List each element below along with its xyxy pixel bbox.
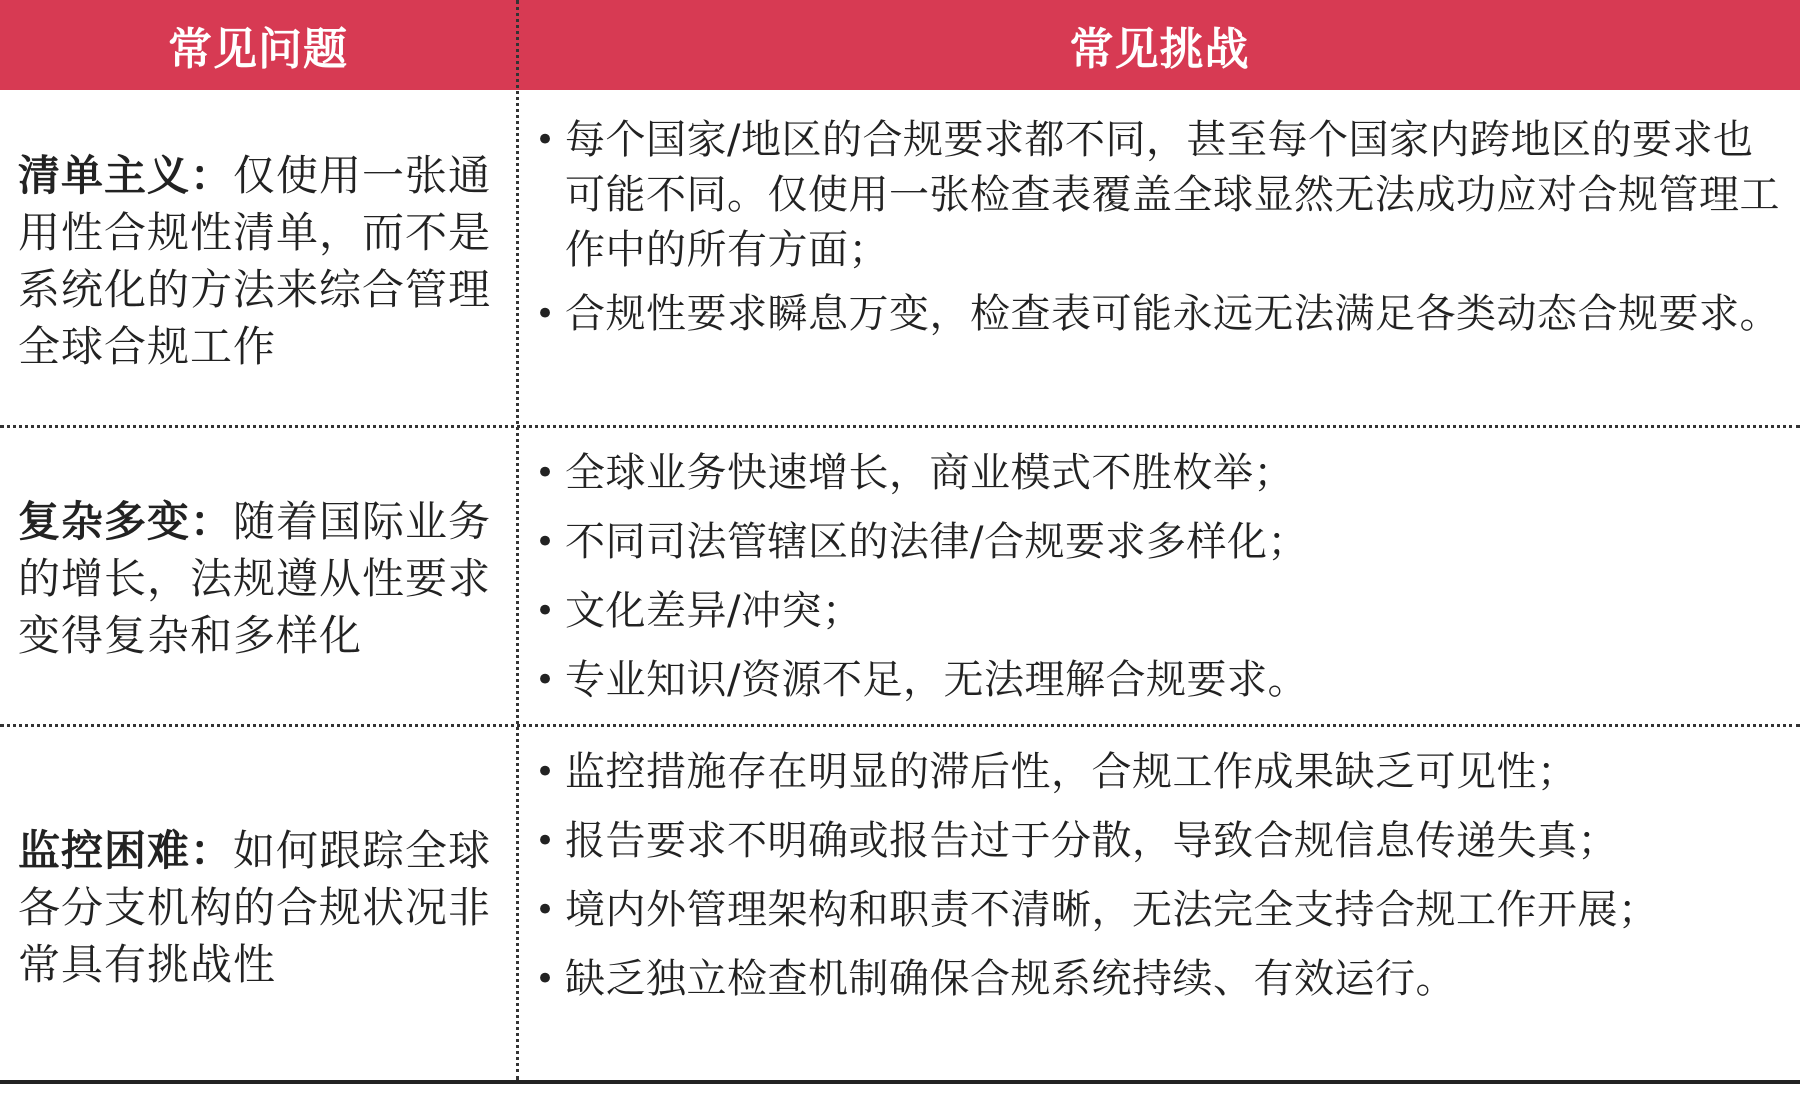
problem-description: 随着国际业务的增长，法规遵从性要求变得复杂和多样化 — [18, 497, 492, 660]
problem-term: 清单主义 — [18, 151, 191, 200]
challenge-text: 缺乏独立检查机制确保合规系统持续、有效运行。 — [565, 956, 1456, 1002]
list-item — [535, 952, 1790, 1007]
problem-separator: ： — [190, 151, 234, 200]
problem-complexity — [18, 493, 503, 664]
header-common-challenges: 常见挑战 — [1069, 24, 1250, 75]
list-item — [535, 446, 1790, 501]
list-item — [535, 814, 1790, 869]
challenge-list-complexity — [535, 446, 1790, 708]
list-item — [535, 113, 1790, 278]
bullet-icon: • — [535, 591, 556, 631]
challenge-text: 合规性要求瞬息万变，检查表可能永远无法满足各类动态合规要求。 — [565, 291, 1780, 337]
row-divider — [0, 425, 1800, 428]
problem-monitoring — [18, 822, 503, 993]
problem-checklist — [18, 147, 503, 375]
challenge-text: 报告要求不明确或报告过于分散，导致合规信息传递失真； — [565, 818, 1618, 864]
challenge-text: 境内外管理架构和职责不清晰，无法完全支持合规工作开展； — [565, 887, 1659, 933]
row-divider — [0, 724, 1800, 727]
challenge-list-monitoring — [535, 745, 1790, 1007]
bullet-icon: • — [535, 294, 556, 334]
problem-term: 监控困难 — [18, 826, 191, 875]
challenge-text: 不同司法管辖区的法律/合规要求多样化； — [565, 519, 1308, 565]
list-item — [535, 883, 1790, 938]
problem-separator: ： — [190, 826, 234, 875]
bullet-icon: • — [535, 453, 556, 493]
list-item — [535, 745, 1790, 800]
column-divider — [516, 0, 519, 1080]
bullet-icon: • — [535, 120, 556, 160]
challenge-text: 每个国家/地区的合规要求都不同，甚至每个国家内跨地区的要求也可能不同。仅使用一张检查表覆盖全球显然无法成功应对合规管理工作中的所有方面； — [565, 117, 1780, 273]
bullet-icon: • — [535, 959, 556, 999]
challenge-list-checklist — [535, 113, 1790, 342]
table-header — [0, 0, 1800, 90]
bullet-icon: • — [535, 522, 556, 562]
table-bottom-border — [0, 1080, 1800, 1084]
list-item — [535, 653, 1790, 708]
challenge-text: 全球业务快速增长，商业模式不胜枚举； — [565, 450, 1294, 496]
problem-separator: ： — [190, 497, 234, 546]
problem-term: 复杂多变 — [18, 497, 191, 546]
header-common-problems: 常见问题 — [168, 24, 348, 75]
challenge-text: 文化差异/冲突； — [565, 588, 863, 634]
problem-description: 仅使用一张通用性合规性清单，而不是系统化的方法来综合管理全球合规工作 — [18, 151, 492, 371]
challenge-text: 专业知识/资源不足，无法理解合规要求。 — [565, 657, 1308, 703]
bullet-icon: • — [535, 821, 556, 861]
bullet-icon: • — [535, 752, 556, 792]
list-item — [535, 515, 1790, 570]
list-item — [535, 287, 1790, 342]
bullet-icon: • — [535, 890, 556, 930]
list-item — [535, 584, 1790, 639]
problem-description: 如何跟踪全球各分支机构的合规状况非常具有挑战性 — [18, 826, 492, 989]
challenge-text: 监控措施存在明显的滞后性，合规工作成果缺乏可见性； — [565, 749, 1578, 795]
bullet-icon: • — [535, 660, 556, 700]
